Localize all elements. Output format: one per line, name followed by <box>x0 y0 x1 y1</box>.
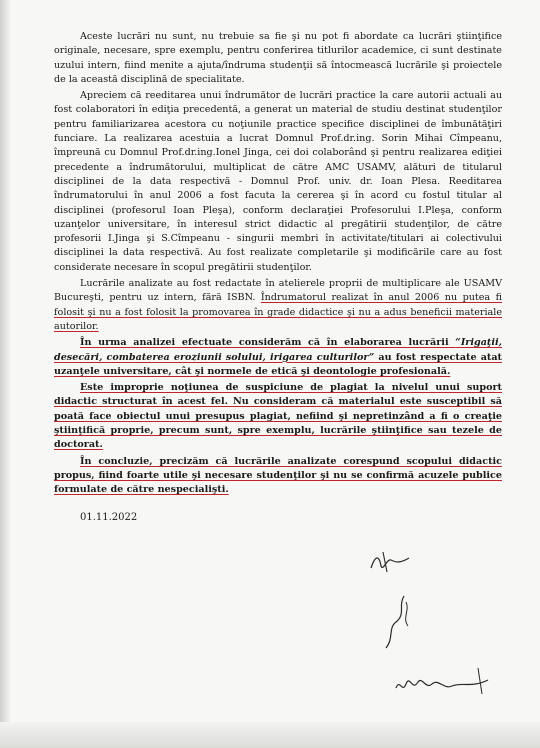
handwritten-signature <box>376 592 420 652</box>
paragraph-reedition: Apreciem că reeditarea unui îndrumător de lucrări practice la care autorii actuali au fost colaboratori în ediţia precedentă, a generat un material de studiu destinat studenţilor pentru familiarizarea acestora cu noţiunile practice specifice disciplinei de îmbunătăţiri funciare. La realizarea acestuia a lucrat Domnul Prof.dr.ing. Sorin Mihai Cîmpeanu, împreună cu Domnul Prof.dr.ing.Ionel Jinga, cei doi colaborând şi pentru realizarea ediţiei precedente a îndrumătorului, multiplicat de către AMC USAMV, alături de titularul disciplinei de la data respectivă - Domnul Prof. univ. dr. Ioan Plesa. Reeditarea îndrumatorului în anul 2006 a fost facuta la cererea şi în acord cu fostul titular al disciplinei (profesorul Ioan Pleşa), conform declaraţiei Profesorului I.Pleşa, conform uzanţelor universitare, în interesul strict didactic al pregătirii studenţilor, de către profesorii I.Jinga şi S.Cîmpeanu - singurii membri în activitate/titulari ai colectivului disciplinei la data respectivă. Au fost realizate completarile şi modificările care au fost considerate necesare în scopul pregătirii studenţilor. <box>54 90 502 273</box>
paragraph-final-conclusion: În concluzie, precizăm că lucrările analizate corespund scopului didactic propus, fiind foarte utile şi necesare studenţilor şi nu se confirmă acuzele publice formulate de către nespecialişti. <box>54 455 502 496</box>
book-title: “Irigaţii, desecări, combaterea eroziunii solului, irigarea culturilor” <box>54 337 502 363</box>
paragraph-plagiarism: Este improprie noţiunea de suspiciune de plagiat la nivelul unui suport didactic structurat în acest fel. Nu consideram că materialul este susceptibil să poată face obiectul unui presupus plagiat, nefiind şi nepretinzând a fi o creaţie ştiinţifică proprie, precum sunt, spre exemplu, lucrările ştiinţifice sau tezele de doctorat. <box>54 382 502 451</box>
analysis-lead-text: În urma analizei efectuate considerăm că în elaborarea lucrării <box>80 337 456 349</box>
paragraph-intended-use: Aceste lucrări nu sunt, nu trebuie sa fie şi nu pot fi abordate ca lucrări ştiinţifice originale, necesare, spre exemplu, pentru conferirea titlurilor academice, ci sunt destinate uzului intern, fiind menite a ajuta/îndruma studenţii să întocmească lucrările şi proiectele de la această disciplină de specialitate. <box>54 31 502 85</box>
underlined-no-benefit-text: Îndrumatorul realizat în anul 2006 nu putea fi folosit şi nu a fost folosit la promovarea în grade didactice şi nu a adus beneficii materiale autorilor. <box>54 292 502 332</box>
analysis-tail-text: au fost respectate atat uzanţele universitare, cât şi normele de etică şi deontologie profesională. <box>54 351 502 377</box>
internal-print-text: Lucrările analizate au fost redactate în atelierele proprii de multiplicare ale USAMV Bucureşti, pentru uz intern, fără ISBN. <box>54 278 502 304</box>
paragraph-analysis-conclusion <box>54 336 502 379</box>
document-body <box>54 30 502 500</box>
document-date: 01.11.2022 <box>80 512 138 523</box>
page-shadow-left <box>0 0 10 748</box>
scrawled-signature <box>392 660 492 700</box>
page-shadow-bottom <box>0 722 540 748</box>
paragraph-internal-print <box>54 277 502 334</box>
initials-signature <box>365 546 415 576</box>
